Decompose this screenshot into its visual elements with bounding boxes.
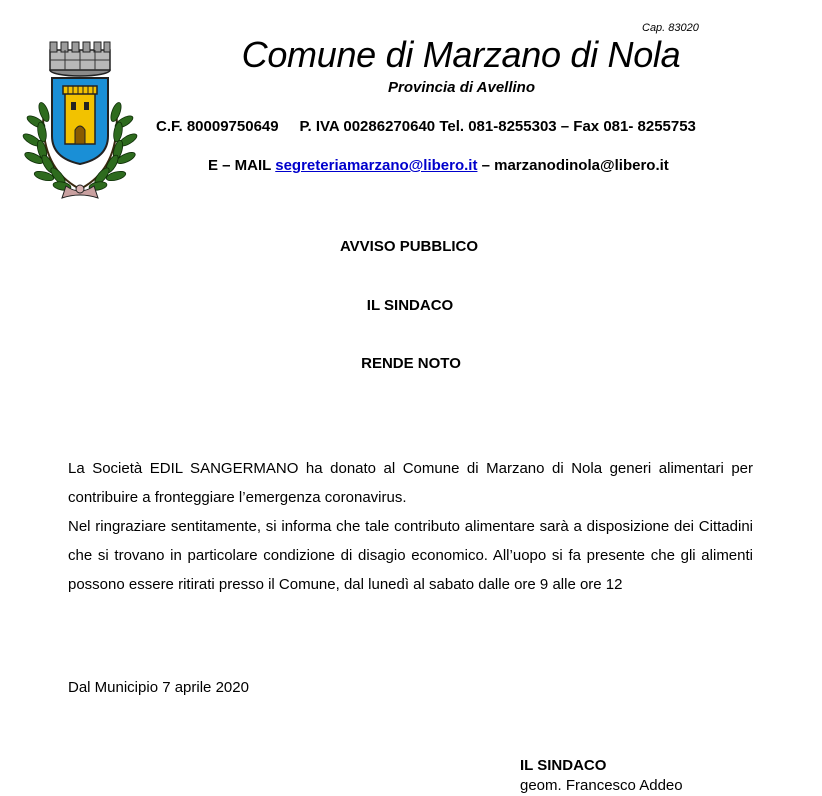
phone-fax: Tel. 081-8255303 – Fax 081- 8255753: [439, 118, 696, 135]
fiscal-code: C.F. 80009750649: [156, 118, 279, 135]
notice-body: [68, 454, 753, 599]
signature-name: geom. Francesco Addeo: [520, 777, 683, 794]
email-secondary: – marzanodinola@libero.it: [477, 157, 669, 174]
email-link-primary[interactable]: segreteriamarzano@libero.it: [275, 157, 478, 174]
body-paragraph-2: Nel ringraziare sentitamente, si informa che tale contributo alimentare sarà a disposizione dei Cittadini che si trovano in particolare condizione di disagio economico. All’uopo si fa presente che gli alimenti possono essere ritirati presso il Comune, dal lunedì al sabato dalle ore 9 alle ore 12: [68, 518, 753, 593]
signature-title: IL SINDACO: [520, 757, 607, 774]
heading-il-sindaco: IL SINDACO: [366, 297, 454, 314]
issue-date: Dal Municipio 7 aprile 2020: [68, 679, 249, 696]
email-line: [208, 157, 669, 174]
shield-icon: [52, 78, 108, 164]
vat-number: P. IVA 00286270640: [299, 118, 436, 135]
heading-avviso-pubblico: AVVISO PUBBLICO: [339, 238, 479, 255]
email-label: E – MAIL: [208, 157, 276, 174]
ribbon-icon: [62, 185, 98, 198]
body-paragraph-1: La Società EDIL SANGERMANO ha donato al Comune di Marzano di Nola generi alimentari per contribuire a fronteggiare l’emergenza coronavirus.: [68, 460, 753, 506]
cap-postal-code: Cap. 83020: [642, 22, 699, 34]
fiscal-contact-line: [156, 118, 696, 135]
municipality-title: Comune di Marzano di Nola: [241, 34, 681, 75]
heading-rende-noto: RENDE NOTO: [361, 355, 461, 372]
province-subtitle: Provincia di Avellino: [388, 79, 535, 96]
